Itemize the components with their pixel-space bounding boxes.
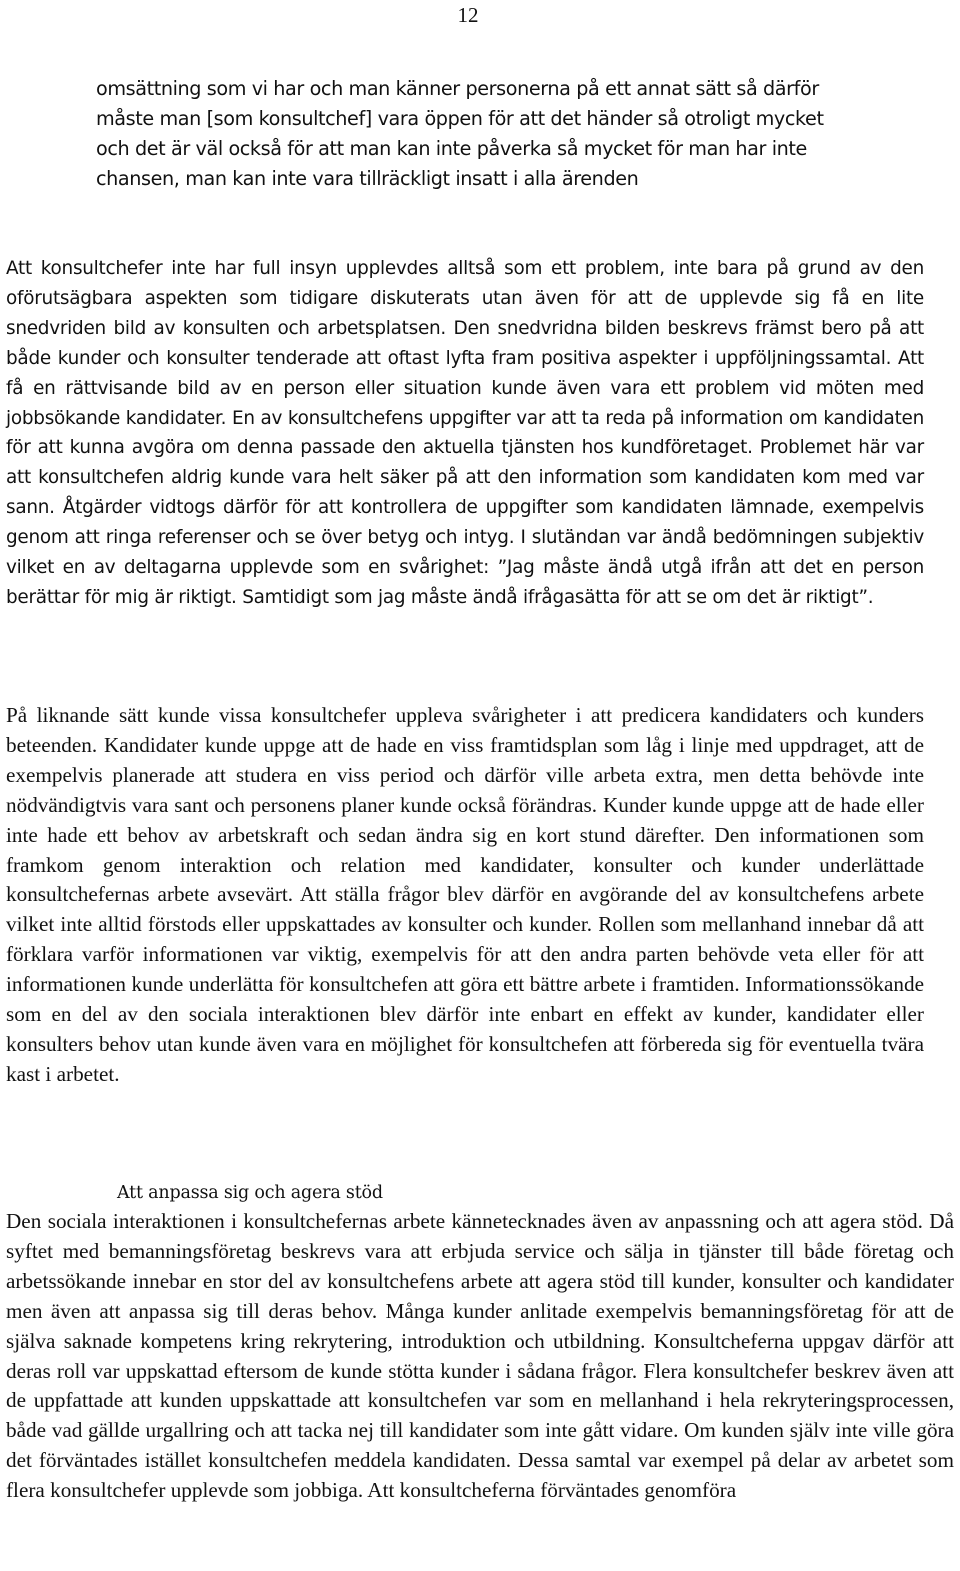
interview-quote: omsättning som vi har och man känner personerna på ett annat sätt så därför måste man [som konsultchef] vara öppen för att det händer så otroligt mycket och det är väl också för att man kan inte påverka så mycket för man har inte chansen, man kan inte vara tillräckligt insatt i alla ärenden <box>96 77 824 190</box>
section-paragraph: Den sociala interaktionen i konsultchefernas arbete kännetecknades även av anpassning och att agera stöd. Då syftet med bemanningsföretag beskrevs vara att erbjuda service och sälja in tjänster till både företag och arbetssökande innebar en stor del av konsultchefens arbete att agera stöd till kunder, konsulter och kandidater men även att anpassa sig till deras behov. Många kunder anlitade exempelvis bemanningsföretag för att de själva saknade kompetens kring rekrytering, introduktion och utbildning. Konsultcheferna uppgav därför att deras roll var uppskattad eftersom de kunde stötta kunder i sådana frågor. Flera konsultchefer beskrev även att de uppfattade att kunden uppskattade att konsultchefen var som en mellanhand i hela rekryteringsprocessen, både vad gällde urgallring och att tacka nej till kandidater som inte gått vidare. Om kunden själv inte ville göra det förväntades istället konsultchefen meddela kandidaten. Dessa samtal var exempel på delar av arbetet som flera konsultchefer upplevde som jobbiga. Att konsultcheferna förväntades genomföra <box>6 1209 954 1503</box>
body-paragraph-2: På liknande sätt kunde vissa konsultchefer uppleva svårigheter i att predicera kandidaters och kunders beteenden. Kandidater kunde uppge att de hade en viss framtidsplan som låg i linje med uppdraget, att de exempelvis planerade att studera en viss period och därför ville arbeta extra, men detta behövde inte nödvändigtvis vara sant och personens planer kunde också förändras. Kunder kunde uppge att de hade eller inte hade ett behov av arbetskraft och sedan ändra sig en kort stund därefter. Den informationen som framkom genom interaktion och relation med kandidater, konsulter och kunder underlättade konsultchefernas arbete avsevärt. Att ställa frågor blev därför en avgörande del av konsultchefens arbete vilket inte alltid förstods eller uppskattades av konsulter och kunder. Rollen som mellanhand innebar då att förklara varför informationen var viktig, exempelvis för att den andra parten behövde veta eller för att informationen kunde underlätta för konsultchefen att göra ett bättre arbete i framtiden. Informationssökande som en del av den sociala interaktionen blev därför inte enbart en effekt av kunder, kandidater eller konsulters behov utan kunde även vara en möjlighet för konsultchefen att förbereda sig för eventuella tvära kast i arbetet. <box>6 703 924 1086</box>
body-paragraph-1: Att konsultchefer inte har full insyn upplevdes alltså som ett problem, inte bara på grund av den oförutsägbara aspekten som tidigare diskuterats utan även för att de upplevde sig få en lite snedvriden bild av konsulten och arbetsplatsen. Den snedvridna bilden beskrevs främst bero på att både kunder och konsulter tenderade att oftast lyfta fram positiva aspekter i uppföljningssamtal. Att få en rättvisande bild av en person eller situation kunde även vara ett problem vid möten med jobbsökande kandidater. En av konsultchefens uppgifter var att ta reda på information om kandidaten för att kunna avgöra om denna passade den aktuella tjänsten hos kundföretaget. Problemet här var att konsultchefen aldrig kunde vara helt säker på att den information som kandidaten kom med var sann. Åtgärder vidtogs därför för att kontrollera de uppgifter som kandidaten lämnade, exempelvis genom att ringa referenser och se över betyg och intyg. I slutändan var ändå bedömningen subjektiv vilket en av deltagarna upplevde som en svårighet: ”Jag måste ändå utgå ifrån att det en person berättar för mig är riktigt. Samtidigt som jag måste ändå ifrågasätta för att se om det är riktigt”. <box>6 258 924 608</box>
page-number: 12 <box>457 3 479 27</box>
section-heading: Att anpassa sig och agera stöd <box>117 1183 383 1203</box>
